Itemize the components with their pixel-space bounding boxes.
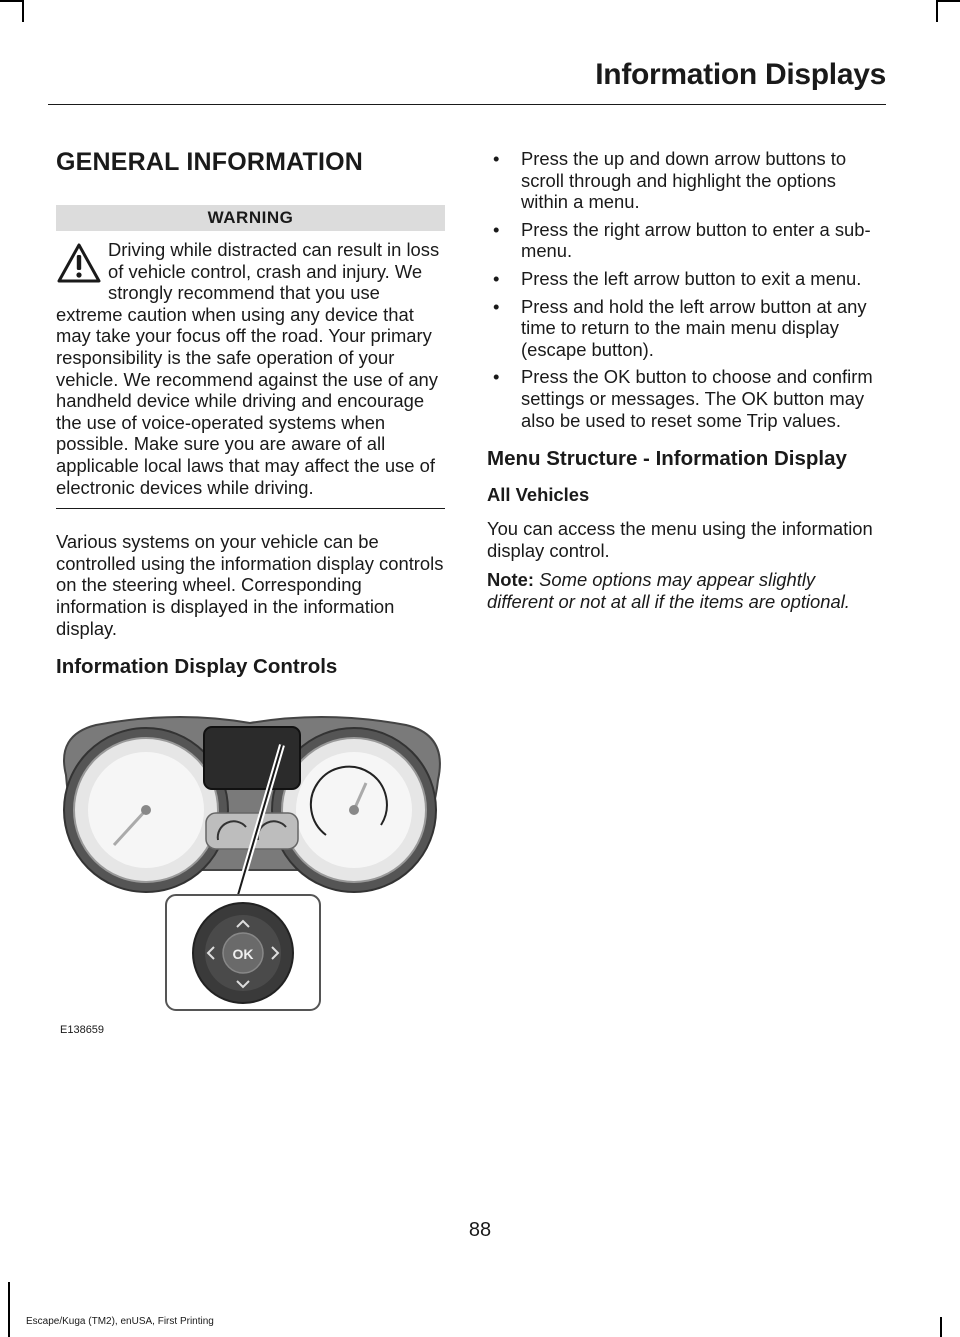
note-label: Note: xyxy=(487,569,534,591)
instrument-cluster-figure xyxy=(56,705,445,1030)
crop-mark xyxy=(8,1282,10,1337)
page-title: Information Displays xyxy=(595,58,886,91)
list-item: • Press the right arrow button to enter a sub-menu. xyxy=(493,218,871,262)
ok-button-label: OK xyxy=(232,946,254,962)
warning-box xyxy=(56,239,445,509)
note xyxy=(487,569,880,612)
figure-code: E138659 xyxy=(60,1024,105,1036)
bullet-list xyxy=(487,148,880,431)
warning-end-rule xyxy=(56,508,445,509)
crop-mark xyxy=(940,1317,942,1337)
list-item: • Press the left arrow button to exit a menu. xyxy=(493,267,862,289)
menu-paragraph: You can access the menu using the information display control. xyxy=(487,518,873,561)
crop-mark xyxy=(0,0,22,2)
warning-label: WARNING xyxy=(56,205,445,231)
crop-mark xyxy=(938,0,960,2)
list-item: • Press the up and down arrow buttons to scroll through and highlight the options within a menu. xyxy=(493,148,847,213)
footer-edition: Escape/Kuga (TM2), enUSA, First Printing xyxy=(26,1316,214,1327)
left-column xyxy=(56,148,445,678)
section-heading: GENERAL INFORMATION xyxy=(56,148,364,176)
list-item: • Press the OK button to choose and confirm settings or messages. The OK button may also be used to reset some Trip values. xyxy=(493,366,873,431)
right-column xyxy=(487,148,880,613)
intro-paragraph: Various systems on your vehicle can be controlled using the information display controls on the steering wheel. Corresponding information is displayed in the information display. xyxy=(56,531,444,639)
warning-triangle-icon xyxy=(56,241,102,287)
list-item: • Press and hold the left arrow button at any time to return to the main menu display (escape button). xyxy=(493,295,867,360)
note-text: Some options may appear slightly different or not at all if the items are optional. xyxy=(487,569,850,612)
menu-structure-heading: Menu Structure - Information Display xyxy=(487,447,847,471)
page-number: 88 xyxy=(468,1219,492,1241)
warning-text: Driving while distracted can result in loss of vehicle control, crash and injury. We strongly recommend that you use extreme caution when using any device that may take your focus off the road. Your primary responsibility is the safe operation of your vehicle. We recommend against the use of any handheld device while driving and encourage the use of voice-operated systems when possible. Make sure you are aware of all applicable local laws that may affect the use of electronic devices while driving. xyxy=(56,239,440,498)
all-vehicles-heading: All Vehicles xyxy=(487,484,590,506)
header-rule xyxy=(48,104,886,105)
crop-mark xyxy=(22,0,24,22)
controls-heading: Information Display Controls xyxy=(56,655,338,679)
crop-mark xyxy=(936,0,938,22)
